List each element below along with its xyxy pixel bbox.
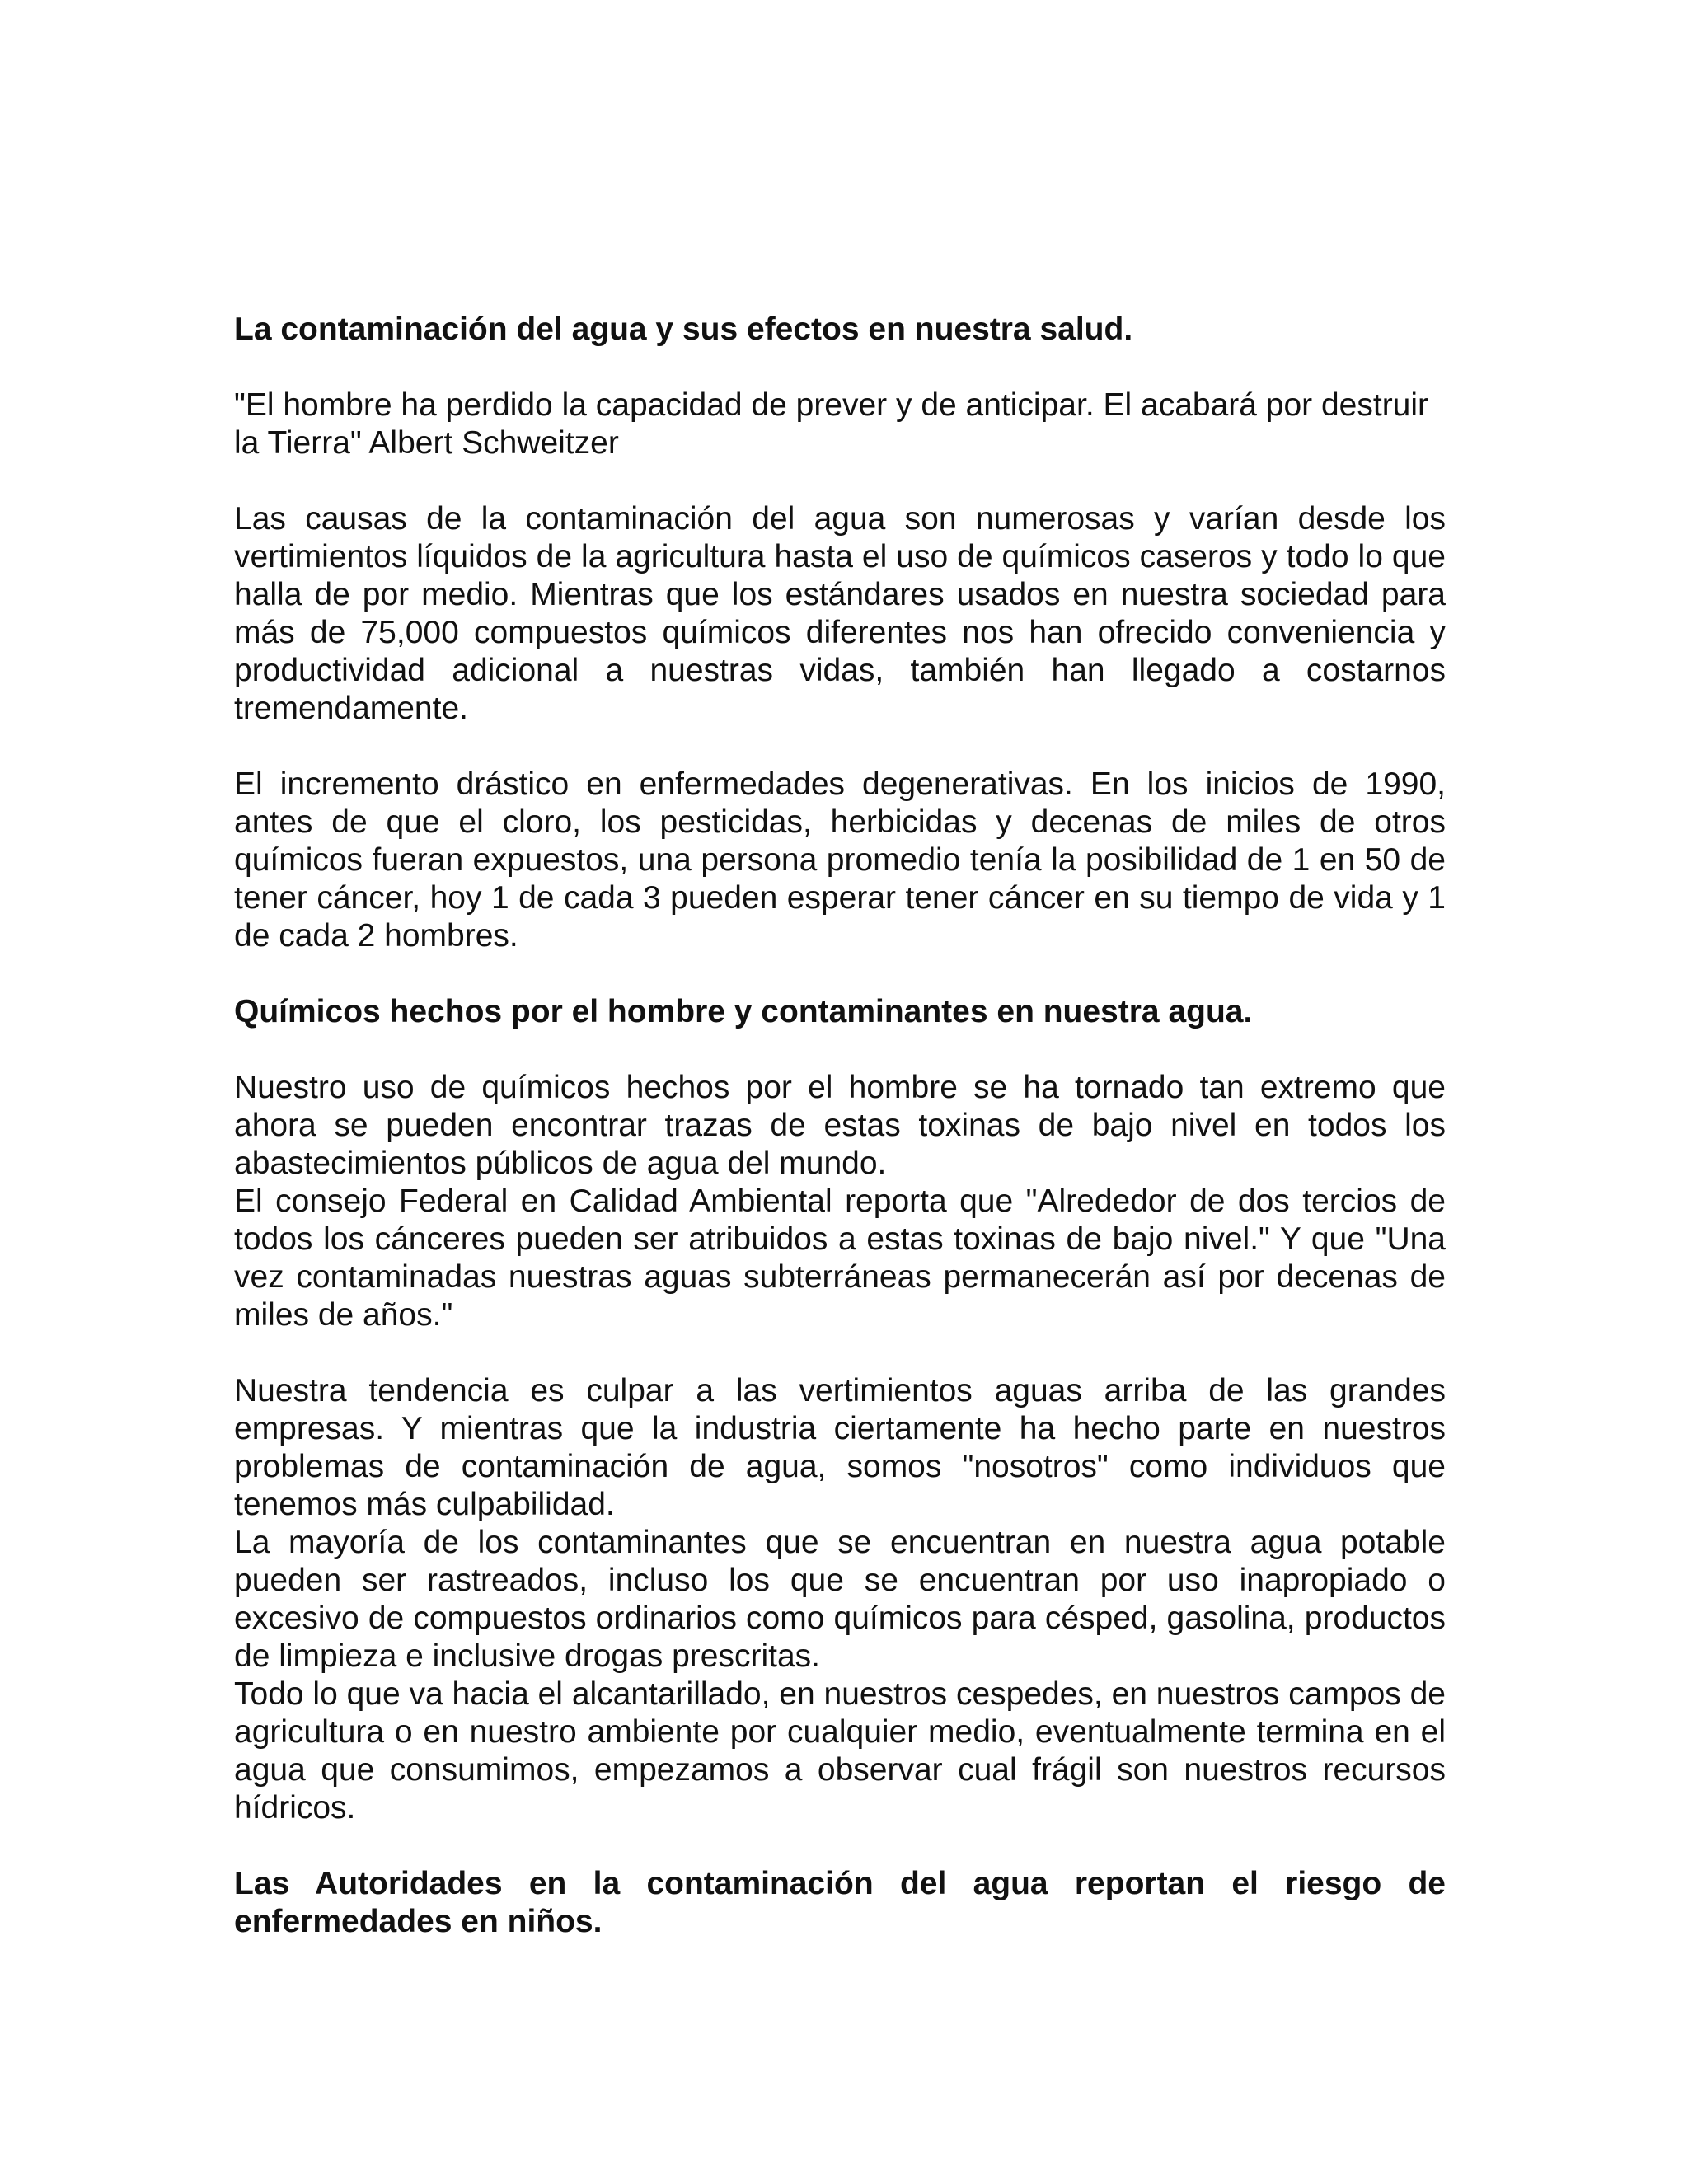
spacer xyxy=(234,728,1446,766)
spacer xyxy=(234,349,1446,387)
section-heading-chemicals: Químicos hechos por el hombre y contaminantes en nuestra agua. xyxy=(234,994,1253,1029)
paragraph-tendency: Nuestra tendencia es culpar a las vertimientos aguas arriba de las grandes empresas. Y mientras que la industria ciertamente ha hecho parte en nuestros problemas de contaminación de agua, somos "nosotros" como individuos que tenemos más culpabilidad. xyxy=(234,1373,1446,1522)
spacer xyxy=(234,955,1446,993)
spacer xyxy=(234,462,1446,500)
document-body xyxy=(234,311,1446,1941)
paragraph-increase: El incremento drástico en enfermedades degenerativas. En los inicios de 1990, antes de que el cloro, los pesticidas, herbicidas y decenas de miles de otros químicos fueran expuestos, una persona promedio tenía la posibilidad de 1 en 50 de tener cáncer, hoy 1 de cada 3 pueden esperar tener cáncer en su tiempo de vida y 1 de cada 2 hombres. xyxy=(234,766,1446,954)
paragraph-causes: Las causas de la contaminación del agua son numerosas y varían desde los vertimientos líquidos de la agricultura hasta el uso de químicos caseros y todo lo que halla de por medio. Mientras que los estándares usados en nuestra sociedad para más de 75,000 compuestos químicos diferentes nos han ofrecido conveniencia y productividad adicional a nuestras vidas, también han llegado a costarnos tremendamente. xyxy=(234,501,1446,726)
epigraph-quote: "El hombre ha perdido la capacidad de prever y de anticipar. El acabará por destruir la Tierra" Albert Schweitzer xyxy=(234,387,1429,461)
document-title: La contaminación del agua y sus efectos en nuestra salud. xyxy=(234,312,1133,347)
paragraph-majority: La mayoría de los contaminantes que se encuentran en nuestra agua potable pueden ser rastreados, incluso los que se encuentran por uso inapropiado o excesivo de compuestos ordinarios como químicos para césped, gasolina, productos de limpieza e inclusive drogas prescritas. xyxy=(234,1525,1446,1674)
spacer xyxy=(234,1031,1446,1069)
spacer xyxy=(234,1334,1446,1372)
paragraph-council: El consejo Federal en Calidad Ambiental reporta que "Alrededor de dos tercios de todos los cánceres pueden ser atribuidos a estas toxinas de bajo nivel." Y que "Una vez contaminadas nuestras aguas subterráneas permanecerán así por decenas de miles de años." xyxy=(234,1183,1446,1333)
paragraph-use: Nuestro uso de químicos hechos por el hombre se ha tornado tan extremo que ahora se pueden encontrar trazas de estas toxinas de bajo nivel en todos los abastecimientos públicos de agua del mundo. xyxy=(234,1070,1446,1181)
spacer xyxy=(234,1827,1446,1865)
paragraph-sewer: Todo lo que va hacia el alcantarillado, en nuestros cespedes, en nuestros campos de agricultura o en nuestro ambiente por cualquier medio, eventualmente termina en el agua que consumimos, empezamos a observar cual frágil son nuestros recursos hídricos. xyxy=(234,1676,1446,1825)
section-heading-authorities: Las Autoridades en la contaminación del agua reportan el riesgo de enfermedades en niños. xyxy=(234,1866,1446,1939)
